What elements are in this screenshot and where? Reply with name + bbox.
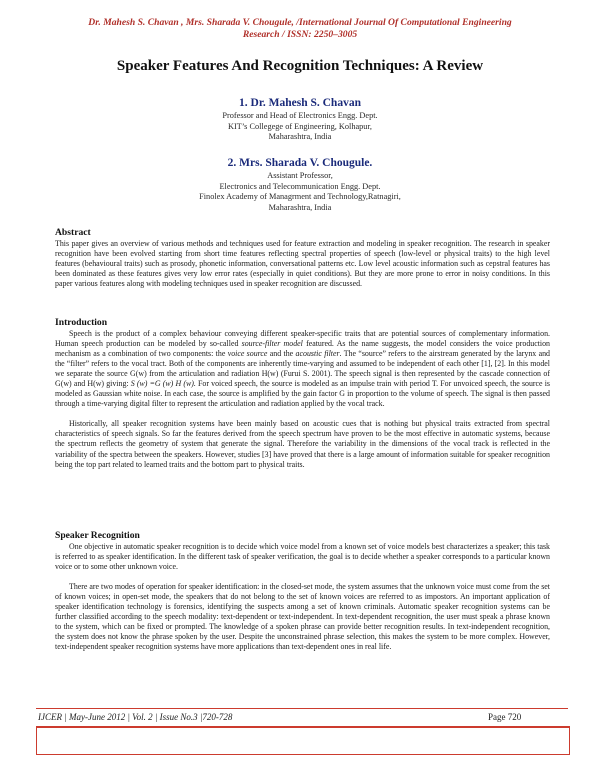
journal-header-line-2: Research / ISSN: 2250–3005 <box>242 29 358 40</box>
author-1-affiliation-line: KIT’s Collegege of Engineering, Kolhapur, <box>228 121 372 131</box>
author-2-affiliation-line: Electronics and Telecommunication Engg. Dept. <box>219 181 381 191</box>
intro-text: Speech is the product of a complex behaviour conveying different speaker-specific traits that are potential sources of complementary information. Human speech production can be modeled by so-called <box>55 329 550 349</box>
speaker-recognition-paragraph-2: There are two modes of operation for speaker identification: in the closed-set mode, the system assumes that the unknown voice must come from the set of known voices; in open-set mode, the speakers that do not belong to the set of known voices are referred to as impostors. An important application of speaker identification technology is forensics, identifying the suspects among a set of known criminals. Automatic speaker recognition systems can be further classified according to the speech modality: text-dependent or text-independent. In text-dependent recognition, the user must speak a phrase known to the system, which can be fixed or prompted. The knowledge of a spoken phrase can provide better recognition results. In text-independent recognition, the system does not know the phrase spoken by the user. Despite the unconstrained phrase selection, this makes the system to be more complex. However, text-independent speaker recognition systems have more applications than text-dependent ones in real life. <box>55 582 550 652</box>
speaker-recognition-heading: Speaker Recognition <box>55 530 140 541</box>
page-number: Page 720 <box>488 712 522 722</box>
author-1-affiliation-line: Professor and Head of Electronics Engg. Dept. <box>222 111 378 120</box>
intro-equation: S (w) =G (w) H (w). <box>130 379 196 389</box>
introduction-section <box>55 317 550 470</box>
author-2-affiliation-line: Finolex Academy of Managrment and Technology,Ratnagiri, <box>199 192 401 202</box>
footer-rule <box>36 708 568 709</box>
intro-text: . The “source” refers to the airstream generated by the larynx and the “filter” refers to the vocal tract. Both of the components are inherently time-varying and assumed to be independent of each other [1], [2]. In this model we separate the source G(w) from the articulation and radiation H(w) (Furui S. 2001). The speech signal is then represented by the cascade connection of G(w) and H(w) giving: <box>55 349 550 389</box>
intro-text: featured. As the name suggests, the model considers the voice production mechanism as a combination of two components: the <box>55 339 550 359</box>
journal-header <box>20 17 580 41</box>
author-1-affiliation-line: Maharashtra, India <box>268 132 332 142</box>
paper-title: Speaker Features And Recognition Techniques: A Review <box>116 58 484 74</box>
speaker-recognition-paragraph-1: One objective in automatic speaker recognition is to decide which voice model from a known set of voice models best characterizes a speaker; this task is referred to as speaker identification. In the different task of speaker verification, the goal is to decide whether a speaker corresponds to a particular known voice or to some other unknown voice. <box>55 542 550 572</box>
intro-text: For voiced speech, the source is modeled as an impulse train with period T. For unvoiced speech, the source is modeled as Gaussian white noise. In each case, the source is amplified by the gain factor G in proportion to the volume of speech. The signal is then passed through a time-varying digital filter to represent the articulation and radiation applied by the vocal track. <box>55 379 550 409</box>
author-2-name: 2. Mrs. Sharada V. Chougule. <box>227 157 373 169</box>
author-2-affiliation-line: Maharashtra, India <box>268 202 332 212</box>
intro-text: and the <box>267 349 296 359</box>
footer-border-box <box>36 726 570 755</box>
abstract-heading: Abstract <box>55 227 91 238</box>
introduction-paragraph-1 <box>55 329 550 409</box>
intro-term-source-filter: source-filter model <box>241 339 303 349</box>
footer-citation: IJCER | May-June 2012 | Vol. 2 | Issue No.3 |720-728 <box>38 712 233 722</box>
author-1-block <box>0 96 600 143</box>
introduction-paragraph-2: Historically, all speaker recognition systems have been mainly based on acoustic cues that is nothing but physical traits extracted from spectral characteristics of speech signals. So far the features derived from the speech spectrum have proven to be the most effective in automatic systems, because the spectrum reflects the geometry of system that generate the signal. Therefore the variability in the dimensions of the vocal track is reflected in the variability of the spectra between the speakers. However, studies [3] have proved that there is a large amount of information suitable for speaker recognition being the top part related to learned traits and the bottom part to physical traits. <box>55 419 550 469</box>
intro-term-acoustic-filter: acoustic filter <box>295 349 340 359</box>
intro-term-voice-source: voice source <box>227 349 268 359</box>
author-1-name: 1. Dr. Mahesh S. Chavan <box>239 97 361 109</box>
abstract-text: This paper gives an overview of various methods and techniques used for feature extraction and modeling in speaker recognition. The research in speaker recognition have been evolved starting from short time features reflecting spectral properties of speech (low-level or physical traits) to the high level features (behavioural traits) such as prosody, phonetic information, conversational patterns etc. Low level acoustic information such as cepstral features has been dominated as these features gives very low error rates (especially in quiet conditions). But they are more prone to error in noisy conditions. In this paper various features along with modeling techniques used in speaker recognition are discussed. <box>55 239 550 289</box>
journal-header-line-1: Dr. Mahesh S. Chavan , Mrs. Sharada V. Chougule, /International Journal Of Computational Engineering <box>88 17 512 28</box>
speaker-recognition-section <box>55 530 550 652</box>
author-2-affiliation-line: Assistant Professor, <box>267 171 333 180</box>
author-2-block <box>0 156 600 213</box>
abstract-section <box>55 227 550 289</box>
introduction-heading: Introduction <box>55 317 108 328</box>
